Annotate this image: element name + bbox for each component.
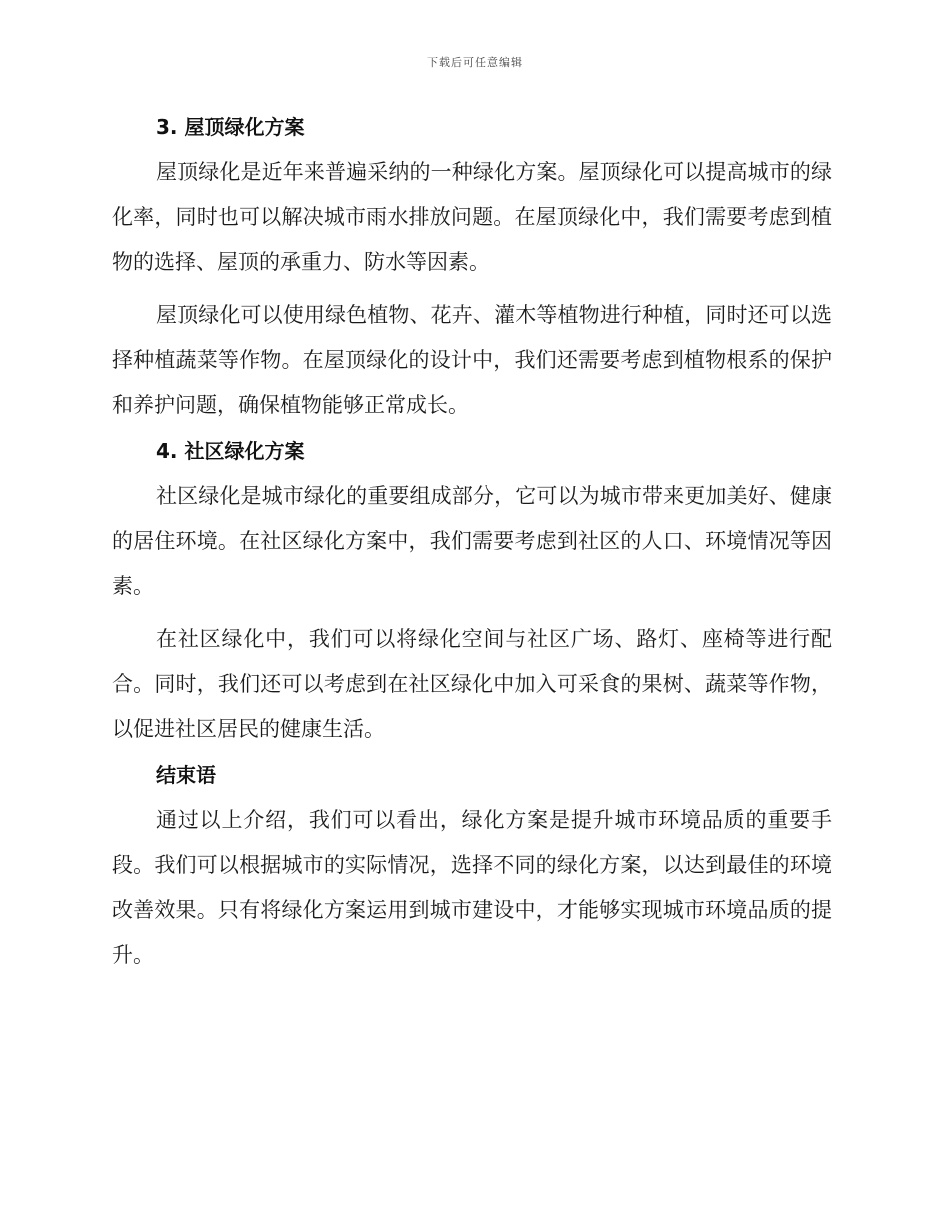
- paragraph: 屋顶绿化是近年来普遍采纳的一种绿化方案。屋顶绿化可以提高城市的绿化率，同时也可以解决城市雨水排放问题。在屋顶绿化中，我们需要考虑到植物的选择、屋顶的承重力、防水等因素。: [112, 160, 832, 274]
- page-header: 下载后可任意编辑: [427, 56, 523, 69]
- paragraph: 屋顶绿化可以使用绿色植物、花卉、灌木等植物进行种植，同时还可以选择种植蔬菜等作物。在屋顶绿化的设计中，我们还需要考虑到植物根系的保护和养护问题，确保植物能够正常成长。: [112, 303, 832, 417]
- section-heading-community: 4. 社区绿化方案: [156, 439, 305, 463]
- section-heading-rooftop: 3. 屋顶绿化方案: [156, 115, 305, 139]
- paragraph: 在社区绿化中，我们可以将绿化空间与社区广场、路灯、座椅等进行配合。同时，我们还可以考虑到在社区绿化中加入可采食的果树、蔬菜等作物，以促进社区居民的健康生活。: [112, 627, 832, 741]
- paragraph: 社区绿化是城市绿化的重要组成部分，它可以为城市带来更加美好、健康的居住环境。在社区绿化方案中，我们需要考虑到社区的人口、环境情况等因素。: [112, 484, 832, 598]
- paragraph: 通过以上介绍，我们可以看出，绿化方案是提升城市环境品质的重要手段。我们可以根据城市的实际情况，选择不同的绿化方案，以达到最佳的环境改善效果。只有将绿化方案运用到城市建设中，才能够实现城市环境品质的提升。: [112, 808, 832, 967]
- section-heading-conclusion: 结束语: [156, 763, 216, 787]
- document-body: [112, 112, 832, 978]
